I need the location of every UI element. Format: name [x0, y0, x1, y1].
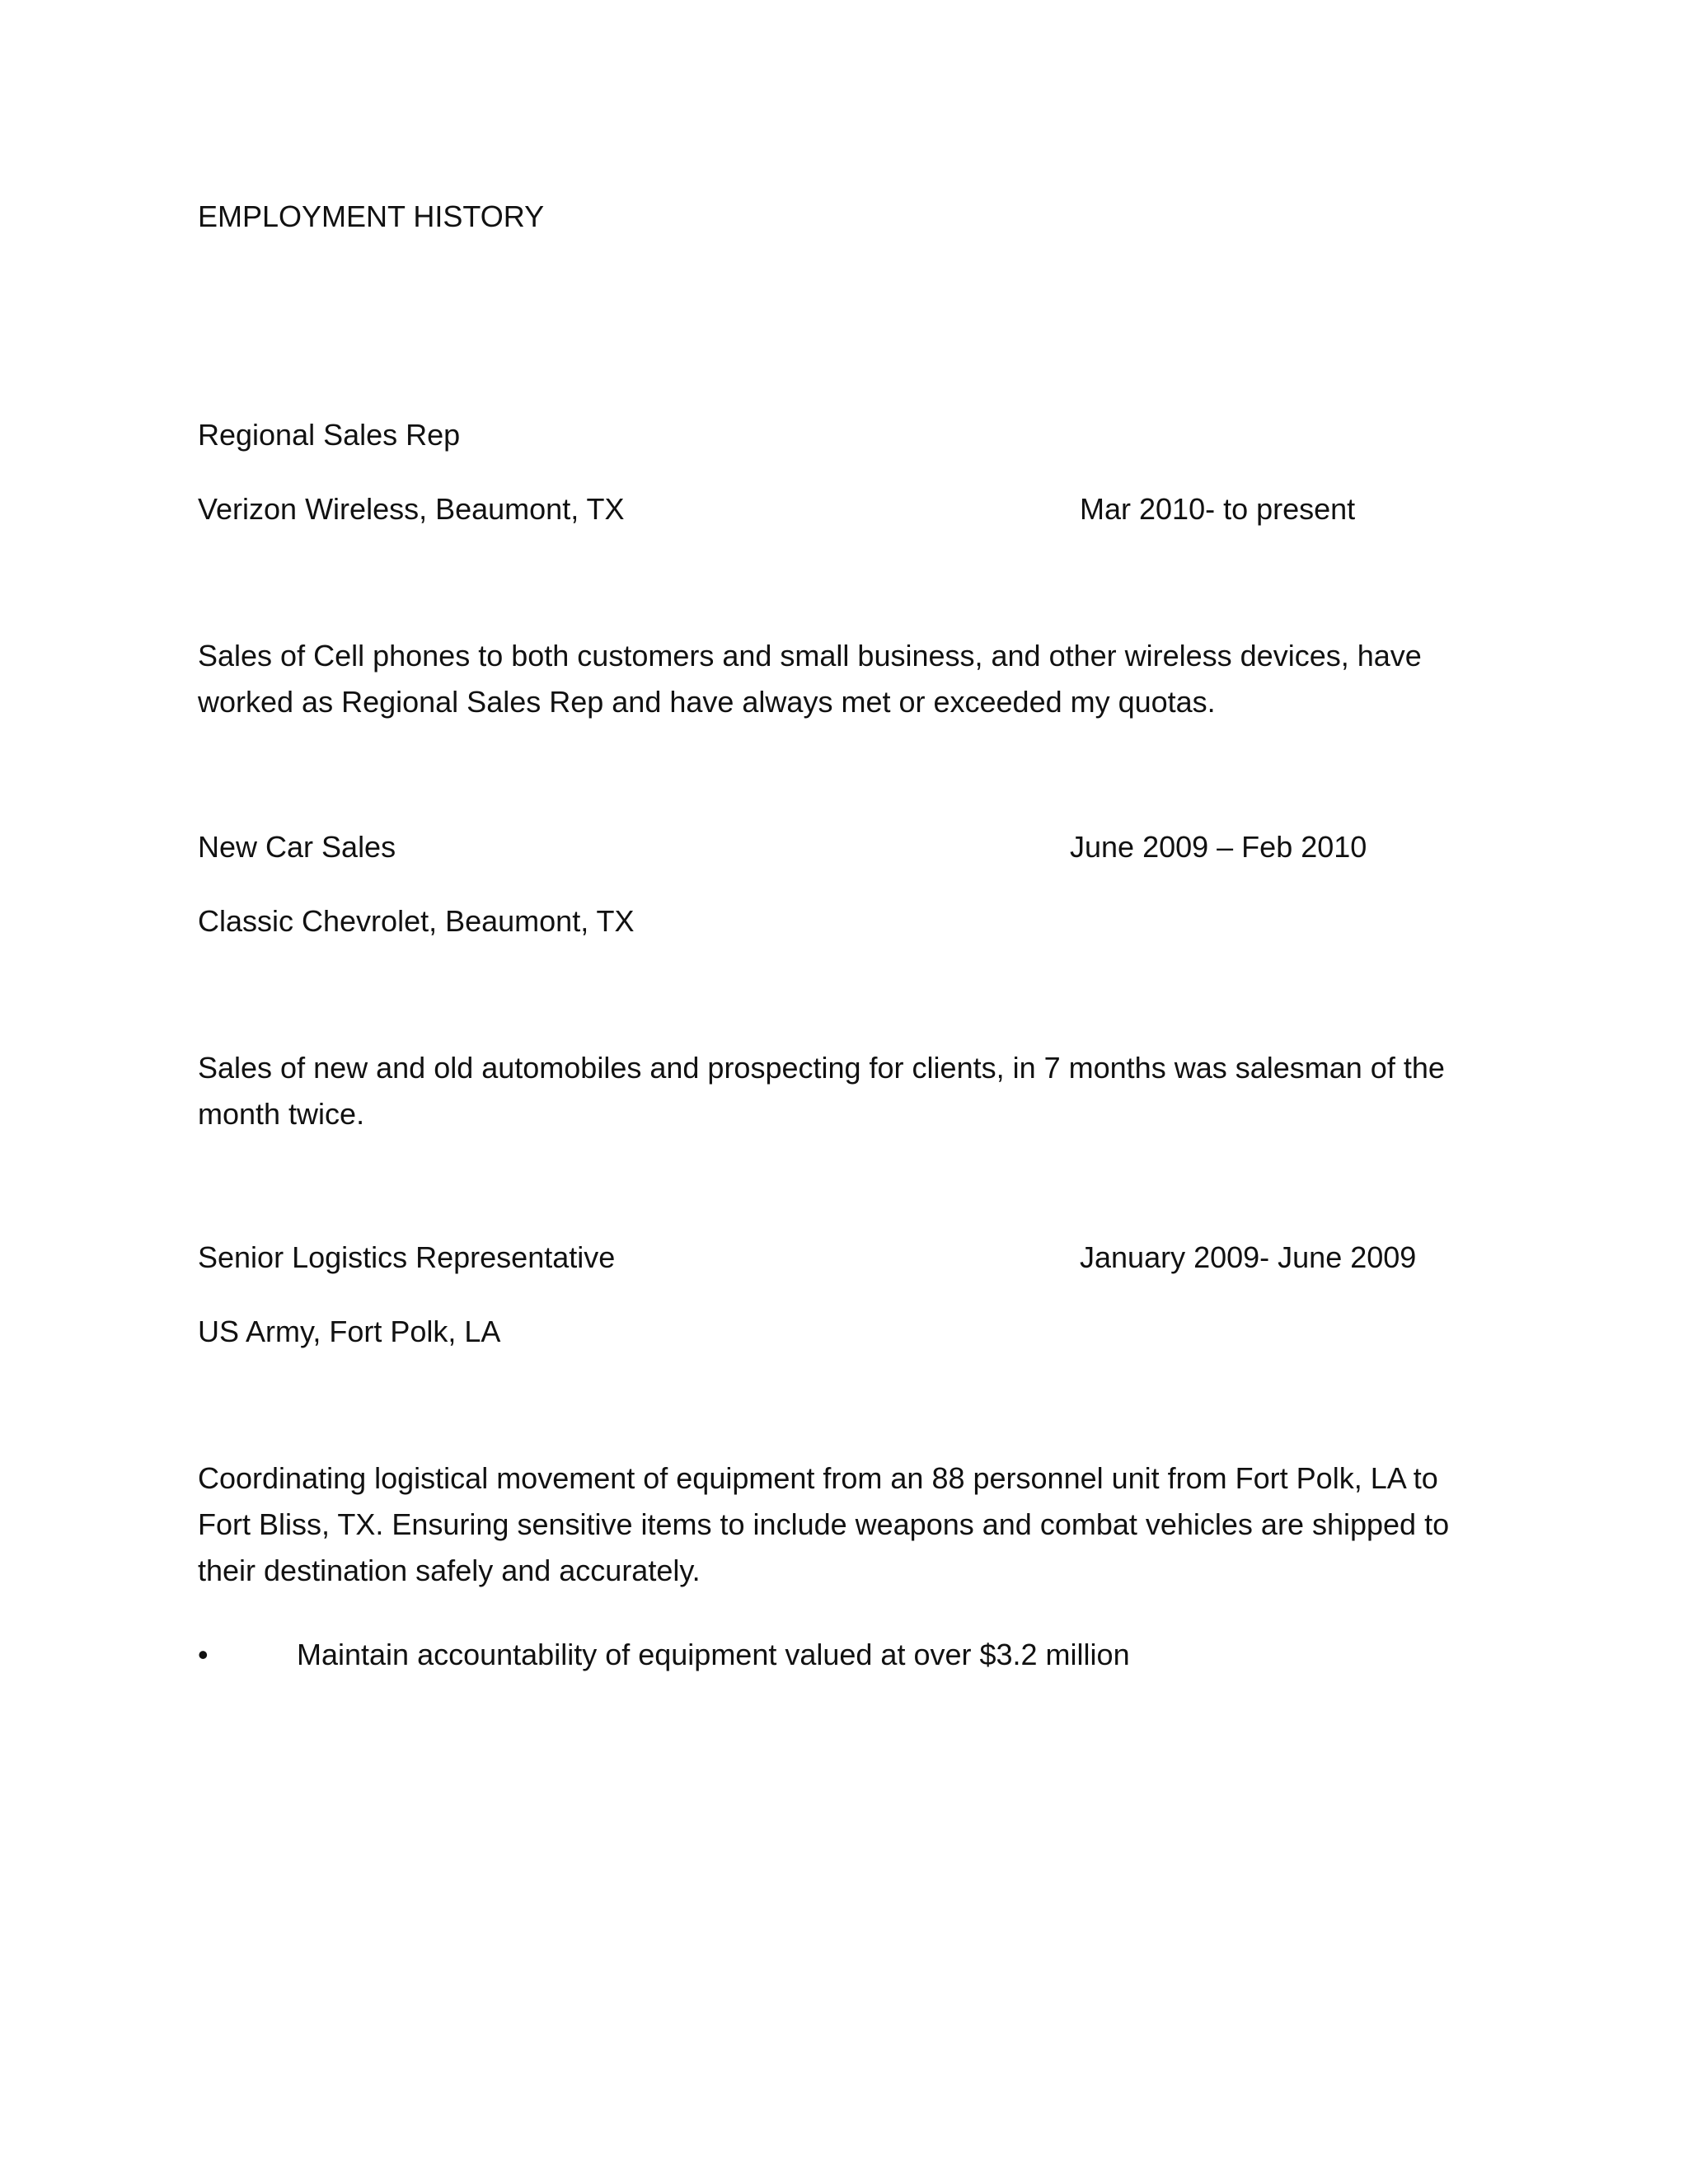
job-title: New Car Sales [198, 830, 396, 864]
job-description: Sales of Cell phones to both customers and small business, and other wireless devices, have worked as Regional Sales Rep and have always met or exceeded my quotas. [198, 639, 1422, 719]
bullet-list-item [198, 1632, 1484, 1678]
job-title: Senior Logistics Representative [198, 1240, 616, 1274]
job-employer: US Army, Fort Polk, LA [198, 1315, 501, 1348]
bullet-text: Maintain accountability of equipment valued at over $3.2 million [297, 1638, 1130, 1671]
bullet-icon: • [198, 1638, 209, 1671]
section-heading: EMPLOYMENT HISTORY [198, 199, 545, 233]
job-dates: June 2009 – Feb 2010 [1070, 830, 1367, 864]
job-description: Sales of new and old automobiles and prospecting for clients, in 7 months was salesman of the month twice. [198, 1051, 1445, 1131]
job-title: Regional Sales Rep [198, 418, 461, 452]
job-description: Coordinating logistical movement of equipment from an 88 personnel unit from Fort Polk, LA to Fort Bliss, TX. Ensuring sensitive items to include weapons and combat vehicles are shipped to their destination safely and accurately. [198, 1461, 1450, 1587]
job-employer: Classic Chevrolet, Beaumont, TX [198, 904, 635, 938]
job-dates: January 2009- June 2009 [1080, 1240, 1417, 1274]
job-dates: Mar 2010- to present [1080, 492, 1356, 526]
job-employer: Verizon Wireless, Beaumont, TX [198, 492, 625, 526]
